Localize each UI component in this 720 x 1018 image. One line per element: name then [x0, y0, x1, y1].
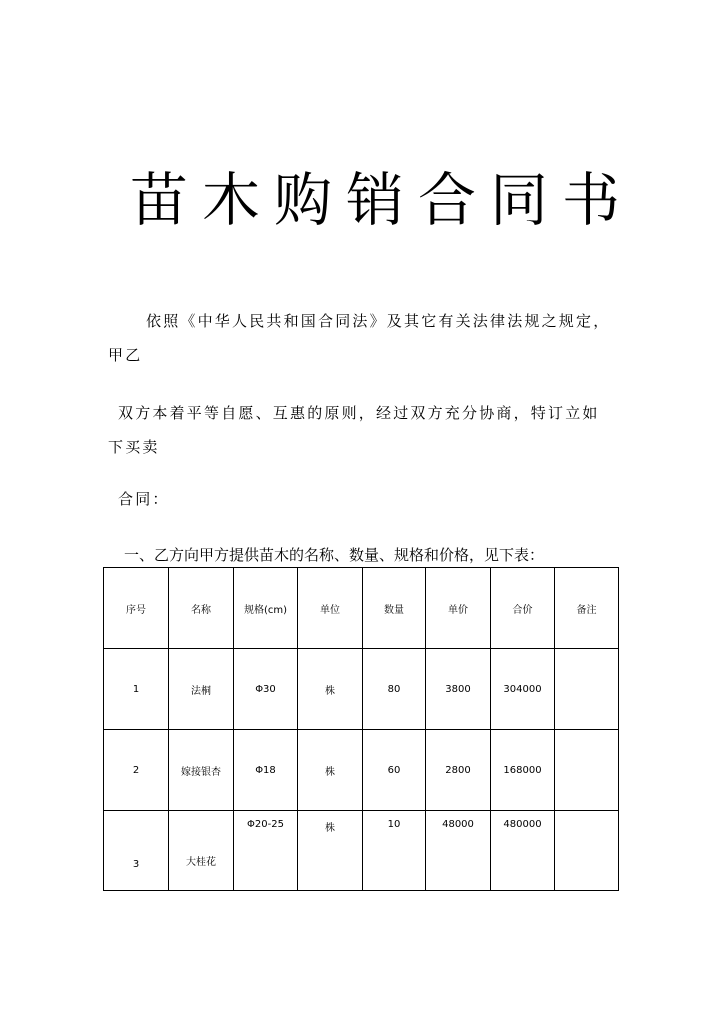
- paragraph-contract: 合同：: [118, 490, 170, 508]
- header-spec: 规格(cm): [234, 568, 298, 649]
- paragraph-intro: 依照《中华人民共和国合同法》及其它有关法律法规之规定，甲乙: [108, 312, 611, 364]
- header-unit-price: 单价: [426, 568, 491, 649]
- cell-index: 1: [104, 649, 169, 730]
- header-name: 名称: [169, 568, 234, 649]
- cell-quantity: 60: [363, 730, 426, 811]
- cell-unit-price: 3800: [426, 649, 491, 730]
- header-total-price: 合价: [491, 568, 555, 649]
- cell-unit-price: 48000: [426, 811, 491, 891]
- table-row: [104, 811, 619, 891]
- table-row: [104, 730, 619, 811]
- cell-name: 大桂花: [169, 811, 234, 891]
- cell-spec: Φ20-25: [234, 811, 298, 891]
- cell-unit: 株: [298, 811, 363, 891]
- cell-quantity: 80: [363, 649, 426, 730]
- cell-name: 嫁接银杏: [169, 730, 234, 811]
- cell-index: 2: [104, 730, 169, 811]
- cell-unit-price: 2800: [426, 730, 491, 811]
- paragraph-principle: 双方本着平等自愿、互惠的原则，经过双方充分协商，特订立如下买卖: [108, 404, 600, 456]
- cell-name: 法桐: [169, 649, 234, 730]
- cell-remarks: [555, 730, 619, 811]
- cell-unit: 株: [298, 649, 363, 730]
- cell-index: 3: [104, 811, 169, 891]
- cell-unit: 株: [298, 730, 363, 811]
- cell-quantity: 10: [363, 811, 426, 891]
- cell-spec: Φ18: [234, 730, 298, 811]
- table-row: [104, 649, 619, 730]
- cell-remarks: [555, 811, 619, 891]
- header-quantity: 数量: [363, 568, 426, 649]
- header-remarks: 备注: [555, 568, 619, 649]
- cell-remarks: [555, 649, 619, 730]
- paragraph-clause-1: 一、乙方向甲方提供苗木的名称、数量、规格和价格，见下表：: [124, 546, 545, 564]
- cell-spec: Φ30: [234, 649, 298, 730]
- header-index: 序号: [104, 568, 169, 649]
- document-title: 苗木购销合同书: [130, 166, 635, 234]
- cell-total-price: 168000: [491, 730, 555, 811]
- header-unit: 单位: [298, 568, 363, 649]
- cell-total-price: 304000: [491, 649, 555, 730]
- seedling-table: [103, 567, 619, 891]
- cell-total-price: 480000: [491, 811, 555, 891]
- table-header-row: [104, 568, 619, 649]
